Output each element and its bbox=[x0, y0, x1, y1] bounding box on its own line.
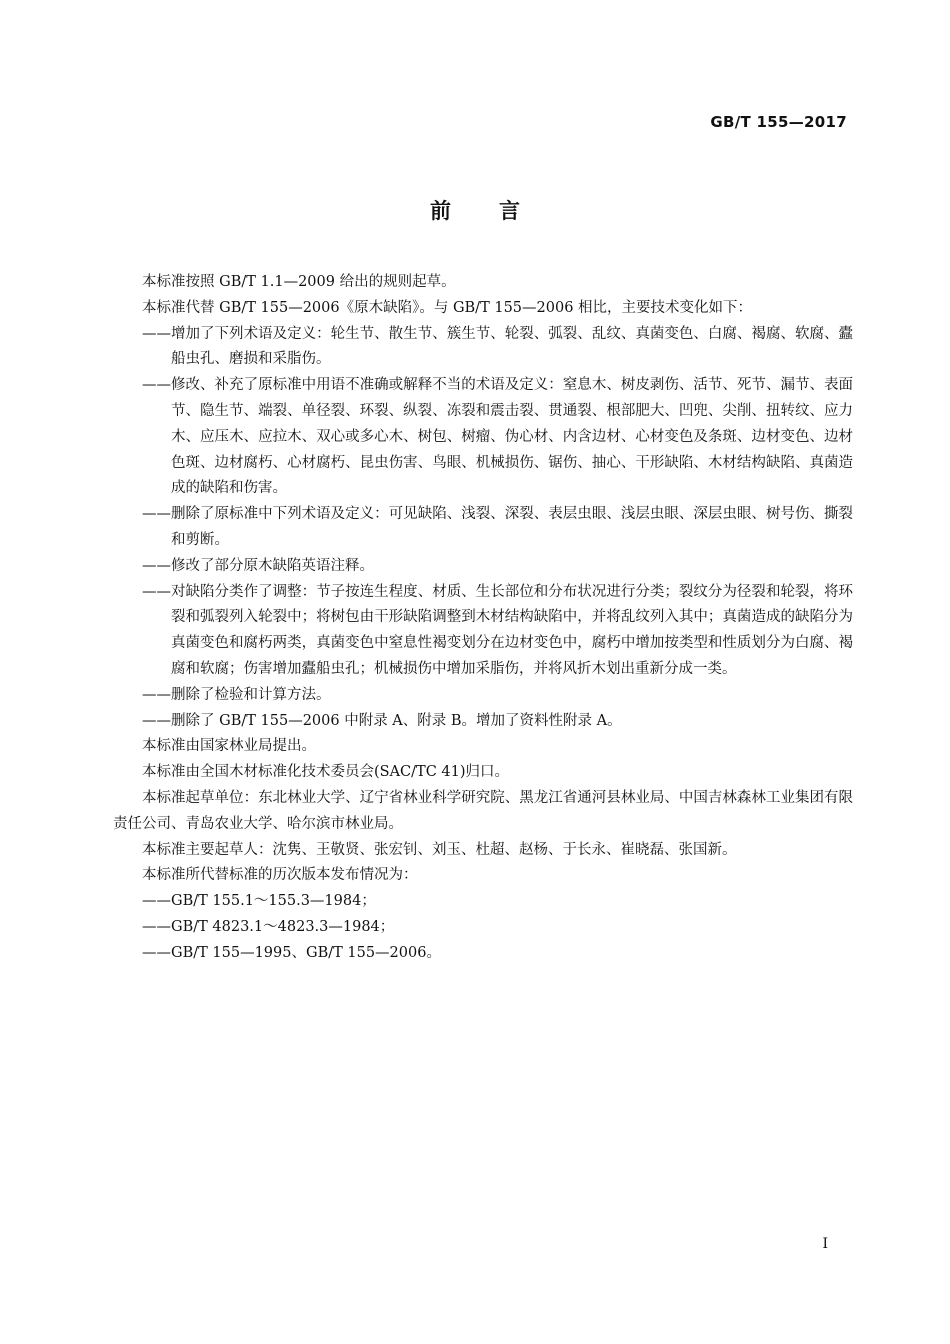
change-item-annexes: ——删除了 GB/T 155—2006 中附录 A、附录 B。增加了资料性附录 A。 bbox=[142, 712, 622, 729]
paragraph-history-intro: 本标准所代替标准的历次版本发布情况为： bbox=[142, 867, 418, 884]
paragraph-proposer: 本标准由国家林业局提出。 bbox=[142, 738, 316, 755]
paragraph-drafting-units: 本标准起草单位：东北林业大学、辽宁省林业科学研究院、黑龙江省通河县林业局、中国吉林森林工业集团有限责任公司、青岛农业大学、哈尔滨市林业局。 bbox=[113, 789, 853, 832]
history-item: ——GB/T 155—1995、GB/T 155—2006。 bbox=[142, 944, 441, 961]
standard-code: GB/T 155—2017 bbox=[710, 113, 847, 131]
change-item-deleted-terms: ——删除了原标准中下列术语及定义：可见缺陷、浅裂、深裂、表层虫眼、浅层虫眼、深层虫眼、树号伤、撕裂和剪断。 bbox=[142, 506, 853, 548]
history-item: ——GB/T 155.1～155.3—1984； bbox=[142, 893, 376, 910]
history-item: ——GB/T 4823.1～4823.3—1984； bbox=[142, 918, 395, 935]
change-item-added-terms: ——增加了下列术语及定义：轮生节、散生节、簇生节、轮裂、弧裂、乱纹、真菌变色、白腐、褐腐、软腐、蠹船虫孔、磨损和采脂伤。 bbox=[142, 325, 853, 368]
paragraph-drafters: 本标准主要起草人：沈隽、王敬贤、张宏钊、刘玉、杜超、赵杨、于长永、崔晓磊、张国新。 bbox=[142, 841, 737, 858]
foreword-body bbox=[113, 270, 853, 967]
change-item-deleted-methods: ——删除了检验和计算方法。 bbox=[142, 686, 331, 703]
change-item-modified-terms: ——修改、补充了原标准中用语不准确或解释不当的术语及定义：窒息木、树皮剥伤、活节、死节、漏节、表面节、隐生节、端裂、单径裂、环裂、纵裂、冻裂和震击裂、贯通裂、根部肥大、凹兜、尖削、扭转纹、应力木、应压木、应拉木、双心或多心木、树包、树瘤、伪心材、内含边材、心材变色及条斑、边材变色、边材色斑、边材腐朽、心材腐朽、昆虫伤害、鸟眼、机械损伤、锯伤、抽心、干形缺陷、木材结构缺陷、真菌造成的缺陷和伤害。 bbox=[142, 377, 853, 497]
page-number: I bbox=[822, 1236, 828, 1252]
page-title: 前言 bbox=[430, 199, 568, 223]
paragraph-drafting-rules: 本标准按照 GB/T 1.1—2009 给出的规则起草。 bbox=[142, 274, 456, 290]
change-item-classification: ——对缺陷分类作了调整：节子按连生程度、材质、生长部位和分布状况进行分类；裂纹分为径裂和轮裂，将环裂和弧裂列入轮裂中；将树包由干形缺陷调整到木材结构缺陷中，并将乱纹列入其中；真菌造成的缺陷分为真菌变色和腐朽两类，真菌变色中窒息性褐变划分在边材变色中，腐朽中增加按类型和性质划分为白腐、褐腐和软腐；伤害增加蠹船虫孔；机械损伤中增加采脂伤，并将风折木划出重新分成一类。 bbox=[142, 583, 853, 677]
paragraph-committee: 本标准由全国木材标准化技术委员会(SAC/TC 41)归口。 bbox=[142, 764, 510, 781]
change-item-english-notes: ——修改了部分原木缺陷英语注释。 bbox=[142, 557, 374, 574]
paragraph-replaces: 本标准代替 GB/T 155—2006《原木缺陷》。与 GB/T 155—2006 相比，主要技术变化如下： bbox=[142, 299, 753, 316]
